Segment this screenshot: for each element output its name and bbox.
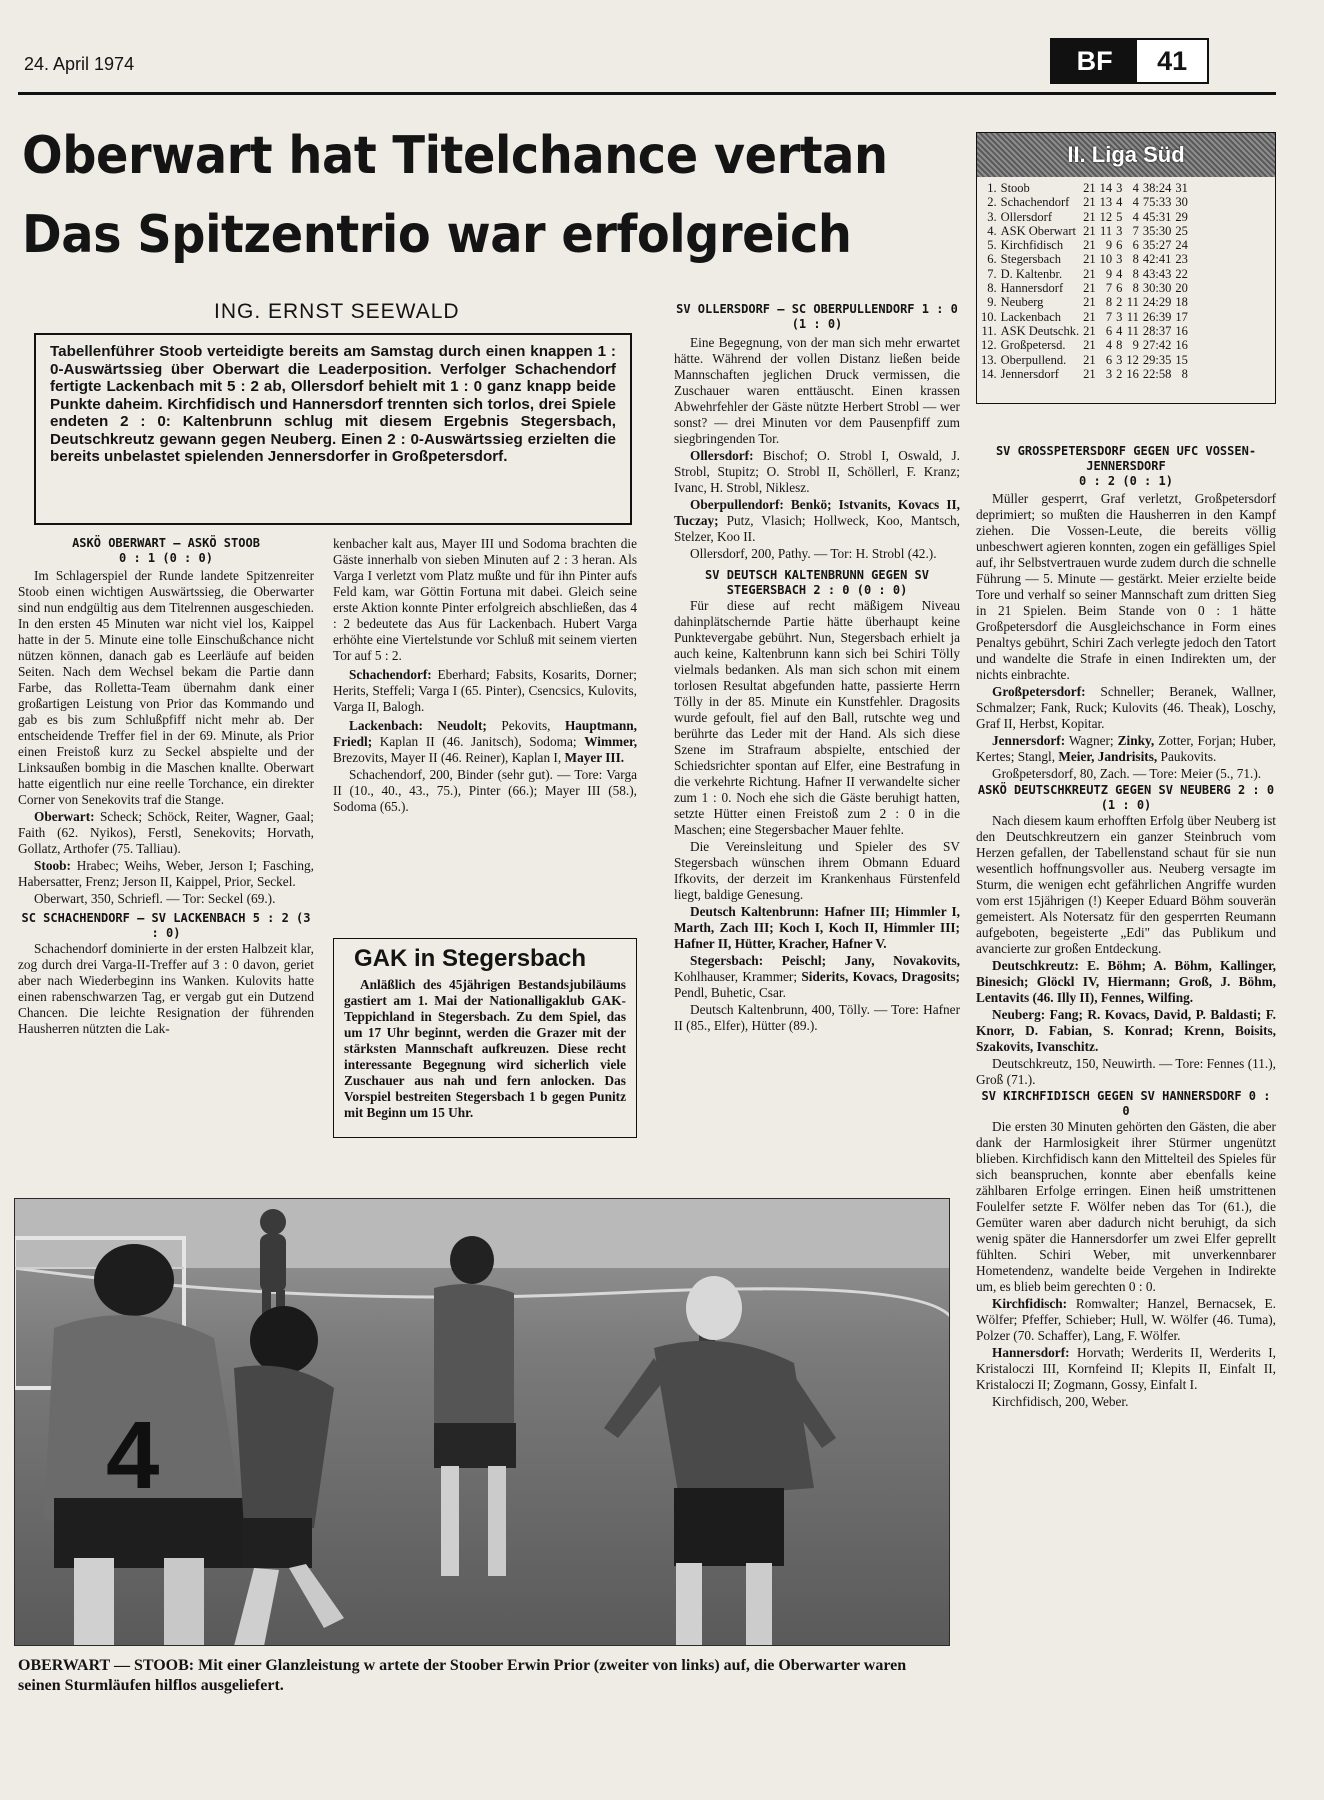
match-report-continued: kenbacher kalt aus, Mayer III und Sodoma brachten die Gäste innerhalb von sieben Minuten auf 2 : 3 heran. Als Varga I verletzt vom Platz mußte und für ihn Pinter aufs Feld kam, war Göttin Fortuna mit dabei. Gleich seine erste Aktion konnte Pinter erfolgreich abschließen, das 4 : 2 bedeutete das Aus für Lackenbach. Hubert Varga erhöhte eine Viertelstunde vor Schluß mit seinem vierten Tor auf 5 : 2. [333, 536, 637, 663]
match-facts: Deutsch Kaltenbrunn, 400, Tölly. — Tore: Hafner II (85., Elfer), Hütter (89.). [674, 1002, 960, 1033]
stat-cell: 45:31 [1142, 209, 1172, 224]
gak-notice-box [333, 938, 637, 1138]
stat-cell: 2. [987, 195, 997, 210]
lineup: Hannersdorf: Horvath; Werderits II, Werderits I, Kristaloczi III, Kornfeind II; Klepits II, Einfalt II, Kristaloczi II; Zogmann, Gossy, Einfalt I. [976, 1345, 1276, 1392]
lineup: Lackenbach: Neudolt; Pekovits, Hauptmann, Friedl; Kaplan II (46. Janitsch), Sodoma; Wimmer, Brezovits, Mayer II (46. Reiner), Kaplan I, Mayer III. [333, 718, 638, 765]
match-facts: Deutschkreutz, 150, Neuwirth. — Tore: Fennes (11.), Groß (71.). [976, 1056, 1276, 1087]
stat-cell: 4 [1132, 195, 1139, 210]
stat-cell: 9 [1132, 338, 1139, 353]
stat-cell: 9. [987, 295, 997, 310]
stat-cell: 8 [1132, 266, 1139, 281]
lineup: Kirchfidisch: Romwalter; Hanzel, Bernacsek, E. Wölfer; Pfeffer, Schieber; Hull, W. Wölfer (46. Tuma), Polzer (70. Schaffer), Lang, F. Wölfer. [976, 1296, 1276, 1343]
standings-row [979, 210, 1190, 224]
stat-cell: 16 [1175, 338, 1188, 353]
stat-cell: 3 [1105, 366, 1113, 381]
stat-cell: 11 [1126, 309, 1139, 324]
stat-cell: 9 [1105, 266, 1113, 281]
stat-cell: 26:39 [1142, 309, 1172, 324]
stat-cell: 8. [987, 281, 997, 296]
stat-cell: 21 [1083, 352, 1096, 367]
team-name: Schachendorf: [349, 667, 432, 682]
team-cell: ASK Deutschk. [1000, 323, 1080, 338]
stat-cell: 4 [1132, 209, 1139, 224]
stat-cell: 24:29 [1142, 295, 1172, 310]
gak-title: GAK in Stegersbach [354, 945, 587, 972]
lineup-players: Hrabec; Weihs, Weber, Jerson I; Fasching, Habersatter, Frenz; Jerson II, Kaippel, Prior, Seckel. [18, 858, 314, 889]
stat-cell: 8 [1132, 252, 1139, 267]
stat-cell: 3 [1116, 252, 1123, 267]
match-report: Für diese auf recht mäßigem Niveau dahinplätschernde Partie hätte überhaupt keine Punktevergabe gebührt. Nun, Stegersbach erhielt ja auch keine, Kaltenbrunn kann sich bei Schiri Tölly vielmals bedanken. Als man sich schon mit einem torlosen Resultat abgefunden hatte, passierte Herrn Tölly in der 85. Minute ein Kunstfehler. Dragosits wurde gefoult, fiel auf den Ball, rutschte weg und berührte das Leder mit der Hand. Als sich diese Szene im Strafraum abspielte, entschied der Schiedsrichter spontan auf Elfer, eine Bestrafung in die verkehrte Richtung. Hafner II verwandelte sicher zum 1 : 0. Noch ehe sich die Gäste beruhigt hatten, setzte Hütter einen Freistoß zum 2 : 0 in die Maschen; eine Stegersbacher Mauer fehlte. [674, 598, 960, 837]
standings-row [979, 224, 1190, 238]
match-report: Die ersten 30 Minuten gehörten den Gästen, die aber dank der Harmlosigkeit ihrer Stürmer ungenützt blieben. Kirchfidisch kann den Mittelteil des Spieles für sich beanspruchen, konnte aber ebenfalls keine zählbaren Erfolge erringen. Einen heiß umstrittenen Foulelfer setzte F. Wölfer neben das Tor (61.), die Gemüter waren aber dadurch nicht beruhigt, da sich wenig später die Hannersdorfer um zwei Elfer geprellt fühlten. Schiri Weber, mit unverkennbarer Hometendenz, wandelte beide Vergehen in Indirekte um, es blieb beim gerechten 0 : 0. [976, 1119, 1276, 1294]
stat-cell: 11. [981, 323, 997, 338]
headline-line-2: Das Spitzentrio war erfolgreich [22, 205, 852, 265]
stat-cell: 14. [981, 366, 997, 381]
stat-cell: 5. [987, 238, 997, 253]
lineup: Deutschkreutz: E. Böhm; A. Böhm, Kallinger, Binesich; Glöckl IV, Hiermann; Groß, J. Böhm, Lentavits (46. Illy II), Fennes, Wilfing. [976, 958, 1276, 1005]
stat-cell: 23 [1175, 252, 1188, 267]
stat-cell: 7 [1132, 223, 1139, 238]
team-cell: Lackenbach [1000, 309, 1062, 324]
stat-cell: 4 [1132, 181, 1139, 195]
stat-cell: 31 [1175, 181, 1188, 195]
stat-cell: 6 [1116, 238, 1123, 253]
stat-cell: 35:27 [1142, 238, 1172, 253]
stat-cell: 27:42 [1142, 338, 1172, 353]
stat-cell: 1. [987, 181, 997, 195]
standings-row [979, 181, 1190, 195]
match-report: Schachendorf dominierte in der ersten Halbzeit klar, zog durch drei Varga-II-Treffer auf 3 : 0 davon, geriet aber nach Wiederbeginn ins Wanken. Kulovits hatte einen rabenschwarzen Tag, er vergab gut ein Dutzend Chancen. Die leichte Resignation der führenden Hausherren nützten die Lak- [18, 941, 314, 1036]
lineup-players: Eberhard; Fabsits, Kosarits, Dorner; Herits, Steffeli; Varga I (65. Pinter), Csencsics, Kulovits, Varga II, Balogh. [333, 667, 637, 714]
column-1 [18, 536, 314, 1038]
standings-row [979, 267, 1190, 281]
stat-cell: 3 [1116, 309, 1123, 324]
stat-cell: 8 [1105, 295, 1113, 310]
football-scene-illustration [14, 1198, 950, 1646]
stat-cell: 12 [1126, 352, 1139, 367]
lineup: Oberpullendorf: Benkö; Istvanits, Kovacs II, Tuczay; Putz, Vlasich; Hollweck, Koo, Mantsch, Stelzer, Koo II. [674, 497, 960, 544]
stat-cell: 22 [1175, 266, 1188, 281]
stat-cell: 15 [1175, 352, 1188, 367]
stat-cell: 21 [1083, 252, 1096, 267]
match-score: 0 : 2 (0 : 1) [1079, 474, 1173, 488]
stat-cell: 7. [987, 266, 997, 281]
stat-cell: 29 [1175, 209, 1188, 224]
lineup: Neuberg: Fang; R. Kovacs, David, P. Baldasti; F. Knorr, D. Fabian, S. Konrad; Krenn, Boisits, Szakovits, Ivanschitz. [976, 1007, 1276, 1054]
standings-row [979, 324, 1190, 338]
stat-cell: 21 [1083, 309, 1096, 324]
stat-cell: 3 [1116, 352, 1123, 367]
stat-cell: 22:58 [1142, 366, 1172, 381]
stat-cell: 6. [987, 252, 997, 267]
lineup [333, 667, 637, 715]
stat-cell: 10. [981, 309, 997, 324]
stat-cell: 25 [1175, 223, 1188, 238]
stat-cell: 20 [1175, 281, 1188, 296]
stat-cell: 3. [987, 209, 997, 224]
match-title: ASKÖ DEUTSCHKREUTZ GEGEN SV NEUBERG 2 : 0 (1 : 0) [977, 783, 1275, 812]
stat-cell: 8 [1132, 281, 1139, 296]
stat-cell: 18 [1175, 295, 1188, 310]
stat-cell: 21 [1083, 266, 1096, 281]
standings-row [979, 310, 1190, 324]
stat-cell: 21 [1083, 323, 1096, 338]
match-facts: Oberwart, 350, Schriefl. — Tor: Seckel (69.). [34, 891, 276, 906]
standings-table [979, 181, 1190, 381]
team-cell: Jennersdorf [1000, 366, 1059, 381]
stat-cell: 29:35 [1142, 352, 1172, 367]
standings-row [979, 238, 1190, 252]
match-score: 0 : 1 (0 : 0) [119, 551, 213, 565]
lineup [18, 809, 314, 857]
stat-cell: 3 [1116, 181, 1123, 195]
column-4 [976, 444, 1276, 1411]
stat-cell: 21 [1083, 181, 1096, 195]
lineup: Jennersdorf: Wagner; Zinky, Zotter, Forjan; Huber, Kertes; Stangl, Meier, Jandrisits, Paukovits. [976, 733, 1277, 764]
stat-cell: 6 [1132, 238, 1139, 253]
lineup: Ollersdorf: Bischof; O. Strobl I, Oswald, J. Strobl, Stupitz; O. Strobl II, Schöllerl, F. Kranz; Ivanc, H. Strobl, Niklesz. [674, 448, 960, 495]
stat-cell: 17 [1175, 309, 1188, 324]
stat-cell: 6 [1105, 323, 1113, 338]
league-table [976, 132, 1276, 404]
stat-cell: 5 [1116, 209, 1123, 224]
stat-cell: 43:43 [1142, 266, 1172, 281]
stat-cell: 16 [1175, 323, 1188, 338]
match-title: SC SCHACHENDORF — SV LACKENBACH 5 : 2 (3 : 0) [21, 911, 311, 940]
stat-cell: 2 [1116, 366, 1123, 381]
stat-cell: 42:41 [1142, 252, 1172, 267]
stat-cell: 38:24 [1142, 181, 1172, 195]
stat-cell: 21 [1083, 238, 1096, 253]
lineup: Deutsch Kaltenbrunn: Hafner III; Himmler I, Marth, Zach III; Koch I, Koch II, Himmler III; Hafner II, Hütter, Kracher, Hafner V. [674, 904, 960, 951]
match-report: Die Vereinsleitung und Spieler des SV Stegersbach wünschen ihrem Obmann Eduard Ifkovits, der derzeit im Krankenhaus Fürstenfeld liegt, baldige Genesung. [674, 839, 960, 902]
team-cell: Schachendorf [1000, 195, 1070, 210]
stat-cell: 24 [1175, 238, 1188, 253]
stat-cell: 21 [1083, 209, 1096, 224]
column-3 [674, 302, 960, 1035]
stat-cell: 75:33 [1142, 195, 1172, 210]
match-title: SV OLLERSDORF — SC OBERPULLENDORF 1 : 0 (1 : 0) [676, 302, 958, 331]
photo-caption: OBERWART — STOOB: Mit einer Glanzleistung w artete der Stoober Erwin Prior (zweiter von links) auf, die Oberwarter waren seinen Sturmläufen hilflos ausgeliefert. [18, 1657, 907, 1694]
stat-cell: 8 [1181, 366, 1188, 381]
stat-cell: 10 [1099, 252, 1113, 267]
stat-cell: 21 [1083, 195, 1096, 210]
header-rule [18, 92, 1276, 95]
lineup [18, 858, 314, 890]
standings-row [979, 195, 1190, 209]
stat-cell: 21 [1083, 281, 1096, 296]
team-cell: Stoob [1000, 181, 1030, 195]
match-title: ASKÖ OBERWART — ASKÖ STOOB [72, 536, 260, 550]
stat-cell: 16 [1126, 366, 1139, 381]
author-byline: ING. ERNST SEEWALD [214, 300, 460, 323]
issue-date: 24. April 1974 [24, 54, 135, 74]
stat-cell: 7 [1105, 281, 1113, 296]
match-title: SV KIRCHFIDISCH GEGEN SV HANNERSDORF 0 : 0 [981, 1089, 1271, 1118]
team-cell: Ollersdorf [1000, 209, 1052, 224]
match-facts: Kirchfidisch, 200, Weber. [992, 1394, 1129, 1409]
stat-cell: 28:37 [1142, 323, 1172, 338]
match-facts: Großpetersdorf, 80, Zach. — Tore: Meier (5., 71.). [992, 766, 1262, 781]
standings-row [979, 353, 1190, 367]
stat-cell: 9 [1105, 238, 1113, 253]
stat-cell: 4. [987, 223, 997, 238]
stat-cell: 13. [981, 352, 997, 367]
team-cell: Kirchfidisch [1000, 238, 1064, 253]
lineup-players: Scheck; Schöck, Reiter, Wagner, Gaal; Faith (62. Nyikos), Ferstl, Senekovits; Horvath, Gollatz, Arthofer (75. Talliau). [18, 809, 314, 856]
stat-cell: 4 [1116, 195, 1123, 210]
match-title: SV DEUTSCH KALTENBRUNN GEGEN SV STEGERSBACH 2 : 0 (0 : 0) [705, 568, 929, 597]
stat-cell: 6 [1105, 352, 1113, 367]
stat-cell: 21 [1083, 338, 1096, 353]
team-name: Stoob: [34, 858, 71, 873]
standings-row [979, 281, 1190, 295]
headline-line-1: Oberwart hat Titelchance vertan [22, 126, 888, 186]
stat-cell: 4 [1116, 266, 1123, 281]
stat-cell: 11 [1100, 223, 1113, 238]
stat-cell: 12 [1099, 209, 1113, 224]
stat-cell: 12. [981, 338, 997, 353]
standings-row [979, 338, 1190, 352]
team-cell: Oberpullend. [1000, 352, 1067, 367]
column-2 [333, 536, 637, 816]
match-title: SV GROSSPETERSDORF GEGEN UFC VOSSEN-JENNERSDORF [995, 444, 1257, 473]
match-report: Nach diesem kaum erhofften Erfolg über Neuberg ist den Deutschkreutzern ein ganzer Steinbruch vom Herzen gefallen, der Tabellenstand schaut für sie nun wesentlich hoffnungsvoller aus. Neuberg versagte im Sturm, die wenigen echt gefährlichen Angriffe wurden vom erst 15jährigen (!) Keeper Eduard Böhm souverän gemeistert. Als Notersatz für den gesperrten Reumann aufgeboten, begeisterte „Edi" das Publikum und avancierte zur großen Entdeckung. [976, 813, 1276, 956]
stat-cell: 3 [1116, 223, 1123, 238]
stat-cell: 11 [1126, 295, 1139, 310]
team-cell: Hannersdorf [1000, 281, 1064, 296]
lead-box: Tabellenführer Stoob verteidigte bereits am Samstag durch einen knappen 1 : 0-Auswärtssieg über Oberwart die Leaderposition. Verfolger Schachendorf fertigte Lackenbach mit 5 : 2 ab, Ollersdorf behielt mit 1 : 0 ganz knapp beide Punkte daheim. Kirchfidisch und Hannersdorf trennten sich torlos, drei Spiele endeten 2 : 0: Kaltenbrunn schlug mit diesem Ergebnis Stegersbach, Deutschkreutz gewann gegen Neuberg. Einen 2 : 0-Auswärtssieg erzielten die bereits unbelastet spielenden Jennersdorfer in Großpetersdorf. [34, 333, 632, 525]
stat-cell: 8 [1116, 338, 1123, 353]
league-table-title: II. Liga Süd [977, 133, 1275, 177]
stat-cell: 14 [1099, 181, 1113, 195]
match-facts: Schachendorf, 200, Binder (sehr gut). — Tore: Varga II (10., 40., 43., 75.), Pinter (66.); Mayer III (58.), Sodoma (65.). [333, 767, 637, 814]
jersey-number: 4 [106, 1402, 160, 1509]
stat-cell: 4 [1105, 338, 1113, 353]
lineup: Stegersbach: Peischl; Jany, Novakovits, Kohlhauser, Krammer; Siderits, Kovacs, Dragosits; Pendl, Buhetic, Csar. [674, 953, 960, 1000]
stat-cell: 21 [1083, 295, 1096, 310]
page-badge [1050, 38, 1209, 84]
standings-row [979, 367, 1190, 381]
stat-cell: 30 [1175, 195, 1188, 210]
stat-cell: 7 [1105, 309, 1113, 324]
lineup: Großpetersdorf: Schneller; Beranek, Wallner, Schmalzer; Fank, Ruck; Kulovits (46. Theak), Loschy, Graf II, Herbst, Kopitar. [976, 684, 1276, 731]
stat-cell: 30:30 [1142, 281, 1172, 296]
stat-cell: 4 [1116, 323, 1123, 338]
gak-body: Anläßlich des 45jährigen Bestandsjubiläums gastiert am 1. Mai der Nationalligaklub GAK-Teppichland in Stegersbach. Zu dem Spiel, das um 17 Uhr beginnt, werden die Grazer mit der stärksten Mannschaft aufkreuzen. Diese recht interessante Begegnung wird sicherlich viele Zuschauer aus nah und fern anlocken. Das Vorspiel bestreiten Stegersbach 1 b gegen Punitz mit Beginn um 15 Uhr. [344, 977, 626, 1120]
standings-row [979, 252, 1190, 266]
match-facts: Ollersdorf, 200, Pathy. — Tor: H. Strobl (42.). [690, 546, 937, 561]
match-photo [14, 1198, 950, 1646]
stat-cell: 35:30 [1142, 223, 1172, 238]
stat-cell: 21 [1083, 223, 1096, 238]
team-cell: D. Kaltenbr. [1000, 266, 1063, 281]
team-name: Oberwart: [34, 809, 95, 824]
stat-cell: 13 [1099, 195, 1113, 210]
standings-row [979, 295, 1190, 309]
team-cell: Großpetersd. [1000, 338, 1066, 353]
stat-cell: 11 [1126, 323, 1139, 338]
match-report: Im Schlagerspiel der Runde landete Spitzenreiter Stoob einen wichtigen Auswärtssieg, die Oberwarter sind nun endgültig aus dem Titelrennen ausgeschieden. In den ersten 45 Minuten war nicht viel los, Kaippel hatte in der 5. Minute eine tolle Einschußchance nicht nützen können, danach gab es Leerläufe auf beiden Seiten. Nach dem Wechsel bekam die Partie dann Farbe, das Rolletta-Team übernahm dank einer großartigen Leistung von Prior das Kommando und gab es bis zum Schlußpfiff nicht mehr ab. Der entscheidende Treffer fiel in der 69. Minute, als Prior einen Freistoß kurz zu Seckel abspielte und der Linksaußen bombig in die Maschen knallte. Oberwart hatte eigentlich nur eine reelle Torchance, ein direkter Corner von Senekovits traf die Stange. [18, 568, 314, 807]
stat-cell: 21 [1083, 366, 1096, 381]
team-cell: Neuberg [1000, 295, 1044, 310]
stat-cell: 6 [1116, 281, 1123, 296]
match-report: Müller gesperrt, Graf verletzt, Großpetersdorf deprimiert; so mußten die Hausherren in den Kampf ziehen. Die Vossen-Leute, die bereits völlig unbeschwert agieren konnten, zogen ein gefälliges Spiel auf, ihr Selbstvertrauen wurde zudem durch die schnelle Führung — 5. Minute — gestärkt. Meier erzielte beide Tore und verhalf so seiner Mannschaft zum dritten Sieg in 21 Spielen. Beim Stande von 0 : 1 hätte Großpetersdorf die Ausgleichschance in Form eines Penaltys gebührt, Schiri Zach verlegte jedoch den Tatort und wandelte die Strafe in einen Indirekten um, der nichts einbrachte. [976, 491, 1276, 682]
team-cell: ASK Oberwart [1000, 223, 1076, 238]
stat-cell: 2 [1116, 295, 1123, 310]
team-cell: Stegersbach [1000, 252, 1062, 267]
section-label: BF [1052, 40, 1137, 82]
page-number: 41 [1137, 40, 1207, 82]
match-report: Eine Begegnung, von der man sich mehr erwartet hätte. Während der vollen Distanz ließen beide Mannschaften jeglichen Druck vermissen, die Zuschauer waren enttäuscht. Einen krassen Abwehrfehler der Gäste nützte Herbert Strobl — wer sonst? — drei Minuten vor dem Pausenpfiff zum siegbringenden Tor. [674, 335, 960, 446]
